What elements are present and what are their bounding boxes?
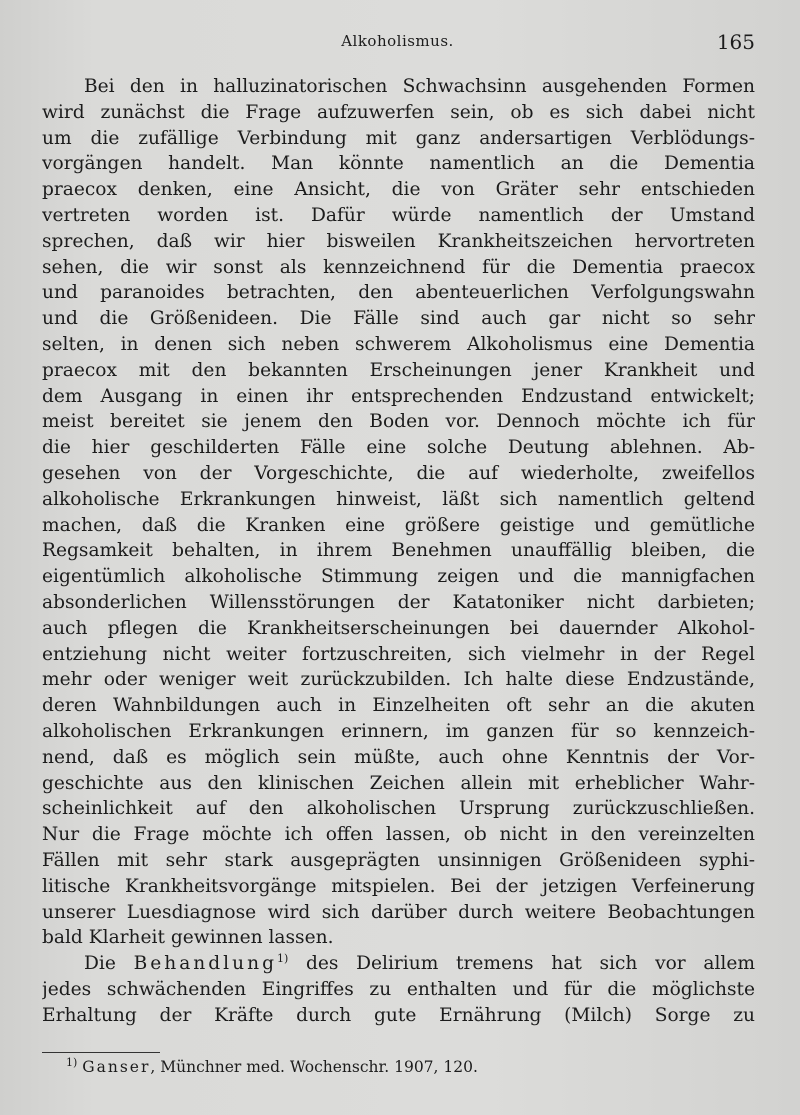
paragraph-line: sehen, die wir sonst als kennzeichnend für die Dementia praecox bbox=[42, 256, 755, 278]
paragraph-line: unserer Luesdiagnose wird sich darüber durch weitere Beobachtungen bbox=[42, 901, 755, 923]
paragraph-line: machen, daß die Kranken eine größere geistige und gemütliche bbox=[42, 514, 755, 536]
paragraph-line: Fällen mit sehr stark ausgeprägten unsinnigen Größenideen syphi- bbox=[42, 849, 755, 871]
paragraph-line: auch pflegen die Krankheitserscheinungen bei dauernder Alkohol- bbox=[42, 617, 755, 639]
footnote-marker: 1) bbox=[66, 1055, 78, 1069]
footnote-author: Ganser bbox=[82, 1058, 151, 1076]
paragraph-line: Nur die Frage möchte ich offen lassen, ob nicht in den vereinzelten bbox=[42, 824, 755, 846]
footnote-reference[interactable]: 1) bbox=[276, 951, 289, 965]
footnote-text: , Münchner med. Wochenschr. 1907, 120. bbox=[150, 1058, 478, 1076]
footnote bbox=[66, 1055, 478, 1076]
paragraph-line: bald Klarheit gewinnen lassen. bbox=[42, 927, 334, 949]
paragraph-line: nend, daß es möglich sein müßte, auch ohne Kenntnis der Vor- bbox=[42, 746, 755, 768]
paragraph-line: und die Größenideen. Die Fälle sind auch gar nicht so sehr bbox=[42, 308, 755, 330]
paragraph-line: praecox denken, eine Ansicht, die von Gräter sehr entschieden bbox=[42, 179, 755, 201]
paragraph-1 bbox=[42, 74, 755, 951]
paragraph-line: scheinlichkeit auf den alkoholischen Ursprung zurückzuschließen. bbox=[42, 798, 755, 820]
paragraph-line: eigentümlich alkoholische Stimmung zeigen und die mannigfachen bbox=[42, 566, 755, 588]
line-text: Die bbox=[84, 953, 134, 975]
paragraph-line: absonderlichen Willensstörungen der Katatoniker nicht darbieten; bbox=[42, 591, 755, 613]
paragraph-line: geschichte aus den klinischen Zeichen allein mit erheblicher Wahr- bbox=[42, 772, 755, 794]
paragraph-line: deren Wahnbildungen auch in Einzelheiten oft sehr an die akuten bbox=[42, 695, 755, 717]
paragraph-line: gesehen von der Vorgeschichte, die auf wiederholte, zweifellos bbox=[42, 462, 755, 484]
paragraph-line: dem Ausgang in einen ihr entsprechenden Endzustand entwickelt; bbox=[42, 385, 755, 407]
paragraph-line: wird zunächst die Frage aufzuwerfen sein, ob es sich dabei nicht bbox=[42, 101, 755, 123]
paragraph-line: praecox mit den bekannten Erscheinungen jener Krankheit und bbox=[42, 359, 755, 381]
paragraph-line: vertreten worden ist. Dafür würde namentlich der Umstand bbox=[42, 204, 755, 226]
paragraph-line bbox=[42, 951, 755, 977]
paragraph-line: selten, in denen sich neben schwerem Alkoholismus eine Dementia bbox=[42, 333, 755, 355]
page-header bbox=[40, 30, 755, 60]
paragraph-line: sprechen, daß wir hier bisweilen Krankheitszeichen hervortreten bbox=[42, 230, 755, 252]
page-number: 165 bbox=[716, 30, 755, 54]
paragraph-line: jedes schwächenden Eingriffes zu enthalten und für die möglichste bbox=[42, 978, 755, 1000]
paragraph-line: meist bereitet sie jenem den Boden vor. Dennoch möchte ich für bbox=[42, 411, 755, 433]
paragraph-line: alkoholischen Erkrankungen erinnern, im ganzen für so kennzeich- bbox=[42, 720, 755, 742]
footnote-divider bbox=[42, 1052, 160, 1053]
paragraph-line: vorgängen handelt. Man könnte namentlich an die Dementia bbox=[42, 153, 755, 175]
paragraph-line: und paranoides betrachten, den abenteuerlichen Verfolgungswahn bbox=[42, 282, 755, 304]
paragraph-line: alkoholische Erkrankungen hinweist, läßt sich namentlich geltend bbox=[42, 488, 755, 510]
paragraph-line: Erhaltung der Kräfte durch gute Ernährung (Milch) Sorge zu bbox=[42, 1004, 755, 1026]
paragraph-line: die hier geschilderten Fälle eine solche Deutung ablehnen. Ab- bbox=[42, 437, 755, 459]
body-text bbox=[42, 74, 755, 1028]
paragraph-line: litische Krankheitsvorgänge mitspielen. Bei der jetzigen Verfeinerung bbox=[42, 875, 755, 897]
paragraph-line: entziehung nicht weiter fortzuschreiten, sich vielmehr in der Regel bbox=[42, 643, 755, 665]
paragraph-line: Bei den in halluzinatorischen Schwachsinn ausgehenden Formen bbox=[84, 76, 755, 97]
emphasized-term: Behandlung bbox=[133, 953, 277, 975]
paragraph-line: mehr oder weniger weit zurückzubilden. Ich halte diese Endzustände, bbox=[42, 669, 755, 691]
paragraph-2 bbox=[42, 951, 755, 1028]
line-text: des Delirium tremens hat sich vor allem bbox=[288, 953, 755, 975]
running-title: Alkoholismus. bbox=[341, 32, 454, 50]
paragraph-line: Regsamkeit behalten, in ihrem Benehmen unauffällig bleiben, die bbox=[42, 540, 755, 562]
paragraph-line: um die zufällige Verbindung mit ganz andersartigen Verblödungs- bbox=[42, 127, 755, 149]
